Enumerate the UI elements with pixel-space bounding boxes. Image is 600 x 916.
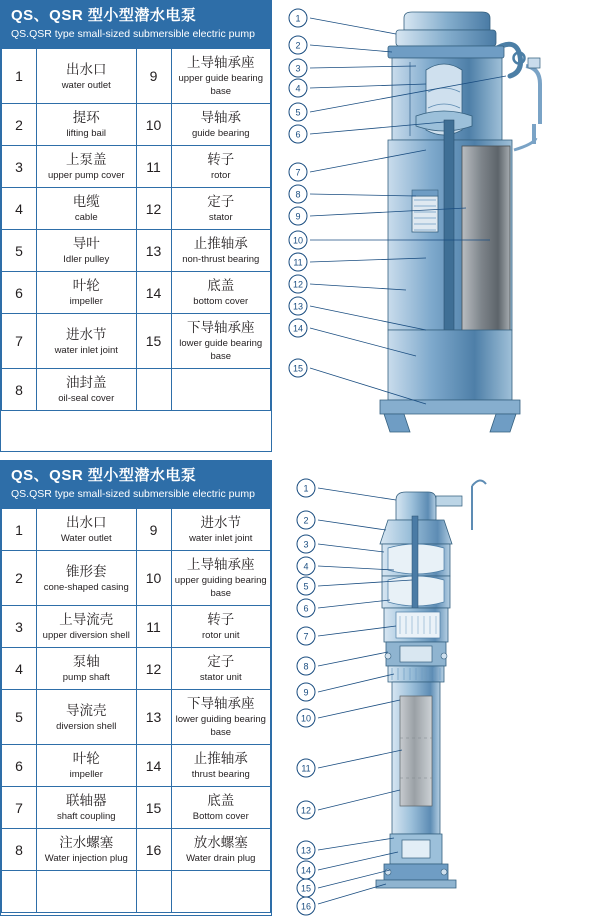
callout-label: 7 xyxy=(295,167,301,178)
row-number-right: 16 xyxy=(136,829,171,871)
callout-label: 8 xyxy=(303,661,309,672)
row-number-left: 7 xyxy=(2,314,37,369)
row-label-right xyxy=(171,314,271,369)
label-en: cable xyxy=(74,212,98,223)
callout-label: 15 xyxy=(300,883,312,894)
label-cn: 止推轴承 xyxy=(193,236,248,251)
table-row xyxy=(2,787,271,829)
callout-label: 4 xyxy=(295,83,301,94)
label-cn: 放水螺塞 xyxy=(193,835,248,850)
row-label-right xyxy=(171,551,271,606)
callout-label: 8 xyxy=(295,189,301,200)
row-number-left: 4 xyxy=(2,188,37,230)
row-number-right: 12 xyxy=(136,188,171,230)
panel-title-cn: QS、QSR 型小型潜水电泵 xyxy=(11,467,197,484)
row-number-right: 9 xyxy=(136,49,171,104)
row-label-left xyxy=(37,314,137,369)
panel-title-en: QS.QSR type small-sized submersible electric pump xyxy=(11,28,255,40)
label-cn: 泵轴 xyxy=(72,654,100,669)
panel-bottom xyxy=(0,460,600,916)
row-number-right-empty xyxy=(136,871,171,913)
label-en: upper diversion shell xyxy=(42,630,130,641)
label-en: water outlet xyxy=(61,79,111,91)
row-number-left: 8 xyxy=(2,829,37,871)
label-en: oil-seal cover xyxy=(58,393,115,404)
callout-label: 2 xyxy=(303,515,309,526)
label-cn: 叶轮 xyxy=(72,278,100,293)
label-en: lower guiding bearing base xyxy=(175,714,266,738)
callout-label: 11 xyxy=(301,763,311,774)
row-label-right xyxy=(171,272,271,314)
row-label-right xyxy=(171,509,271,551)
table-row xyxy=(2,551,271,606)
label-en: upper guide bearing base xyxy=(178,73,263,97)
label-en: rotor xyxy=(210,170,231,181)
callout-label: 3 xyxy=(303,539,309,550)
table-row xyxy=(2,230,271,272)
row-label-right xyxy=(171,230,271,272)
row-number-left: 5 xyxy=(2,230,37,272)
pump-illustration xyxy=(376,480,486,888)
row-label-left xyxy=(37,509,137,551)
label-en: water inlet joint xyxy=(189,533,253,544)
row-number-left: 4 xyxy=(2,648,37,690)
callout-label: 3 xyxy=(295,63,301,74)
callout-label: 16 xyxy=(300,901,312,912)
row-label-left xyxy=(37,188,137,230)
label-en: Water drain plug xyxy=(186,853,256,864)
row-label-left xyxy=(37,606,137,648)
row-label-left-empty xyxy=(37,871,137,913)
legend-table-bottom xyxy=(0,460,272,916)
label-cn: 底盖 xyxy=(207,278,235,293)
row-label-left xyxy=(37,551,137,606)
label-en: Water outlet xyxy=(60,533,112,544)
label-en: impeller xyxy=(69,296,103,307)
callout-label: 6 xyxy=(303,603,309,614)
label-cn: 底盖 xyxy=(207,793,235,808)
label-cn: 上导轴承座 xyxy=(187,557,255,572)
table-row xyxy=(2,272,271,314)
legend-table-top xyxy=(0,0,272,452)
label-en: impeller xyxy=(69,769,103,780)
row-number-left: 1 xyxy=(2,509,37,551)
figure-bottom xyxy=(272,460,600,916)
callout-label: 11 xyxy=(293,257,303,268)
row-number-left: 3 xyxy=(2,146,37,188)
panel-title-cn: QS、QSR 型小型潜水电泵 xyxy=(11,7,197,24)
panel-title-top xyxy=(1,0,271,48)
table-row-spacer xyxy=(2,871,271,913)
row-label-left xyxy=(37,146,137,188)
callout-label: 9 xyxy=(295,211,301,222)
table-row xyxy=(2,49,271,104)
label-en: shaft coupling xyxy=(56,811,116,822)
table-row xyxy=(2,146,271,188)
label-cn: 注水螺塞 xyxy=(59,835,114,850)
panel-title-bottom xyxy=(1,460,271,508)
table-row xyxy=(2,829,271,871)
row-number-left: 7 xyxy=(2,787,37,829)
table-row xyxy=(2,314,271,369)
label-cn: 电缆 xyxy=(72,194,100,209)
label-en: lifting bail xyxy=(66,128,107,139)
row-label-left xyxy=(37,369,137,411)
pump-illustration xyxy=(380,12,540,432)
row-number-right: 10 xyxy=(136,104,171,146)
label-cn: 下导轴承座 xyxy=(187,696,255,711)
label-en: upper pump cover xyxy=(47,170,125,181)
row-label-left xyxy=(37,745,137,787)
label-en: Idler pulley xyxy=(63,254,110,265)
row-number-right xyxy=(136,369,171,411)
label-en: stator xyxy=(208,212,233,223)
table-row xyxy=(2,188,271,230)
callout-label: 1 xyxy=(295,13,301,24)
callout-label: 14 xyxy=(300,865,312,876)
callout-label: 5 xyxy=(295,107,301,118)
row-number-right: 10 xyxy=(136,551,171,606)
label-cn: 定子 xyxy=(207,194,235,209)
row-label-left xyxy=(37,690,137,745)
row-label-right xyxy=(171,745,271,787)
callout-label: 12 xyxy=(300,805,312,816)
label-cn: 锥形套 xyxy=(66,563,107,579)
label-cn: 出水口 xyxy=(66,515,107,530)
row-label-right-empty xyxy=(171,871,271,913)
row-number-right: 11 xyxy=(136,146,171,188)
row-number-left: 2 xyxy=(2,551,37,606)
label-en: stator unit xyxy=(199,672,242,683)
pump-cutaway-diagram-top xyxy=(272,0,600,452)
label-en: thrust bearing xyxy=(191,769,250,780)
row-label-right xyxy=(171,104,271,146)
label-en: Bottom cover xyxy=(192,811,249,822)
label-en: water inlet joint xyxy=(54,344,118,356)
row-number-left: 2 xyxy=(2,104,37,146)
row-number-left: 5 xyxy=(2,690,37,745)
row-number-right: 15 xyxy=(136,787,171,829)
row-label-left xyxy=(37,787,137,829)
row-label-left xyxy=(37,104,137,146)
label-cn: 导轴承 xyxy=(200,110,241,125)
row-label-left xyxy=(37,648,137,690)
row-label-right xyxy=(171,49,271,104)
table-row xyxy=(2,369,271,411)
callout-label: 1 xyxy=(303,483,309,494)
row-label-right xyxy=(171,606,271,648)
label-cn: 定子 xyxy=(207,654,235,669)
label-cn: 上导轴承座 xyxy=(187,55,255,70)
row-number-left: 1 xyxy=(2,49,37,104)
label-cn: 转子 xyxy=(207,152,235,167)
row-number-left: 6 xyxy=(2,745,37,787)
table-row xyxy=(2,648,271,690)
row-number-right: 9 xyxy=(136,509,171,551)
row-number-left: 3 xyxy=(2,606,37,648)
figure-top xyxy=(272,0,600,452)
table-row xyxy=(2,509,271,551)
callout-label: 10 xyxy=(292,235,304,246)
row-number-right: 13 xyxy=(136,230,171,272)
row-number-right: 14 xyxy=(136,272,171,314)
callout-label: 2 xyxy=(295,40,301,51)
row-label-left xyxy=(37,49,137,104)
panel-top xyxy=(0,0,600,452)
row-number-left-empty xyxy=(2,871,37,913)
callout-label: 5 xyxy=(303,581,309,592)
label-en: cone-shaped casing xyxy=(43,581,129,593)
label-cn: 转子 xyxy=(207,612,235,627)
row-label-right xyxy=(171,146,271,188)
row-number-left: 8 xyxy=(2,369,37,411)
label-en: Water injection plug xyxy=(44,853,128,864)
table-row xyxy=(2,606,271,648)
row-number-right: 15 xyxy=(136,314,171,369)
callout-label: 14 xyxy=(292,323,304,334)
row-label-left xyxy=(37,230,137,272)
row-number-right: 14 xyxy=(136,745,171,787)
callout-label: 9 xyxy=(303,687,309,698)
row-number-right: 12 xyxy=(136,648,171,690)
label-cn: 出水口 xyxy=(66,61,107,77)
row-number-right: 13 xyxy=(136,690,171,745)
label-en: pump shaft xyxy=(62,672,110,683)
label-cn: 导叶 xyxy=(72,236,100,251)
label-en: rotor unit xyxy=(202,630,240,641)
label-cn: 导流壳 xyxy=(66,702,107,718)
label-cn: 提环 xyxy=(72,110,100,125)
row-label-right xyxy=(171,648,271,690)
row-label-left xyxy=(37,829,137,871)
callout-label: 13 xyxy=(292,301,304,312)
callout-markers-bottom xyxy=(297,479,315,915)
callout-label: 6 xyxy=(295,129,301,140)
callout-label: 4 xyxy=(303,561,309,572)
label-cn: 下导轴承座 xyxy=(187,320,255,335)
row-label-right xyxy=(171,829,271,871)
label-cn: 上泵盖 xyxy=(66,152,107,167)
row-label-right xyxy=(171,369,271,411)
label-cn: 止推轴承 xyxy=(193,751,248,766)
row-number-left: 6 xyxy=(2,272,37,314)
label-en: lower guide bearing base xyxy=(179,338,263,362)
row-label-right xyxy=(171,690,271,745)
label-cn: 上导流壳 xyxy=(59,612,114,627)
callout-label: 15 xyxy=(292,363,304,374)
pump-cutaway-diagram-bottom xyxy=(272,460,600,916)
label-cn: 联轴器 xyxy=(66,793,107,808)
label-cn: 油封盖 xyxy=(66,375,107,390)
label-en: diversion shell xyxy=(56,720,117,732)
label-en: non-thrust bearing xyxy=(182,254,260,265)
panel-title-en: QS.QSR type small-sized submersible electric pump xyxy=(11,488,255,500)
label-cn: 进水节 xyxy=(200,515,241,530)
label-cn: 进水节 xyxy=(66,326,107,342)
callout-label: 12 xyxy=(292,279,304,290)
callout-markers-top xyxy=(289,9,307,377)
label-en: guide bearing xyxy=(191,128,250,139)
label-cn: 叶轮 xyxy=(72,751,100,766)
table-row xyxy=(2,745,271,787)
table-row xyxy=(2,104,271,146)
row-number-right: 11 xyxy=(136,606,171,648)
row-label-right xyxy=(171,188,271,230)
row-label-left xyxy=(37,272,137,314)
callout-label: 10 xyxy=(300,713,312,724)
callout-label: 7 xyxy=(303,631,309,642)
label-en: upper guiding bearing base xyxy=(174,575,267,599)
row-label-right xyxy=(171,787,271,829)
label-en: bottom cover xyxy=(193,296,249,307)
table-row xyxy=(2,690,271,745)
callout-label: 13 xyxy=(300,845,312,856)
